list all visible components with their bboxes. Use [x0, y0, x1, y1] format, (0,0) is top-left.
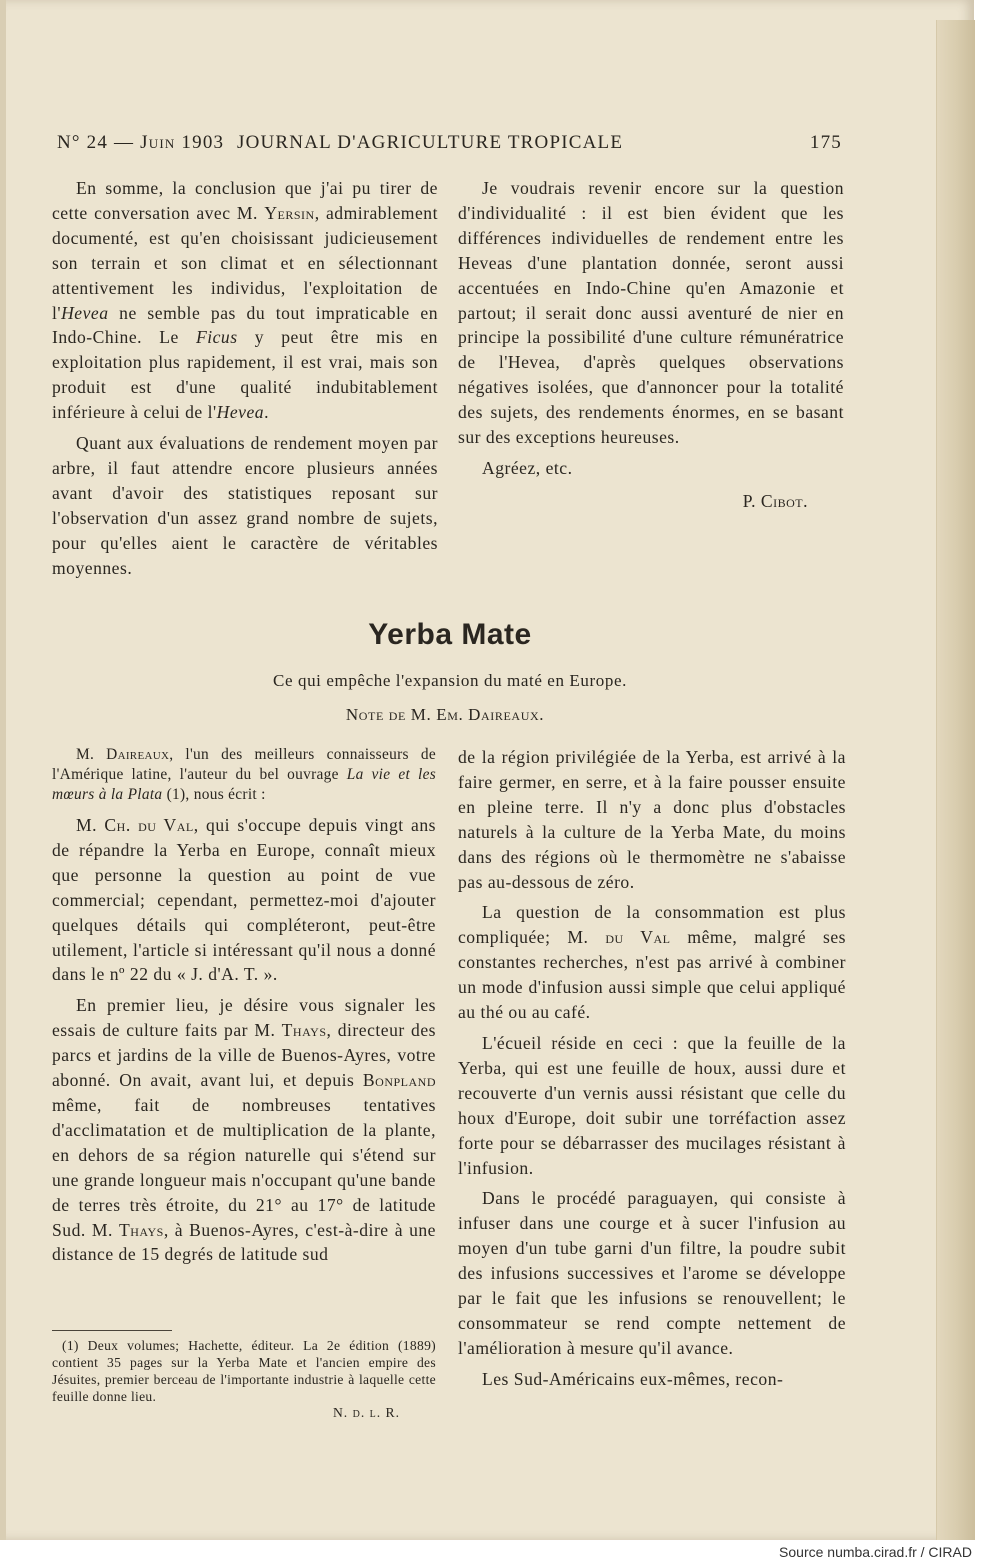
article-title: Yerba Mate [368, 618, 532, 651]
paragraph: de la région privilégiée de la Yerba, est arrivé à la faire germer, en serre, et à la faire pousser ensuite en pleine terre. Il n'y a donc plus d'obstacles naturels à la culture de la Yerba Mate, du moins dans des régions où le thermomètre ne s'abaisse pas au-dessous de zéro. [458, 747, 846, 892]
issue-info: N° 24 — Juin 1903 [57, 132, 225, 153]
article-a-right-column [458, 176, 844, 514]
paragraph: En premier lieu, je désire vous signaler les essais de culture faits par M. Thays, directeur des parcs et jardins de la ville de Buenos-Ayres, votre abonné. On avait, avant lui, et depuis Bonpland même, fait de nombreuses tentatives d'acclimatation et de multiplication de la plante, en dehors de sa région naturelle qui s'étend sur une grande longueur mais n'occupant qu'une bande de terres très étroite, du 21° au 17° de latitude Sud. M. Thays, à Buenos-Ayres, c'est-à-dire à une distance de 15 degrés de latitude sud [52, 995, 436, 1265]
author-name: Yersin [264, 202, 315, 223]
paragraph: M. Ch. du Val, qui s'occupe depuis vingt ans de répandre la Yerba en Europe, connaît mieux que personne la question au point de vue commercial; cependant, permettez-moi d'ajouter quelques détails qui compléteront, peut-être utilement, l'article si intéressant qu'il nous a donné dans le nº 22 du « J. d'A. T. ». [52, 815, 436, 985]
page-number: 175 [809, 132, 842, 153]
article-b-right-column [458, 745, 846, 1398]
page-left-border [0, 0, 6, 1540]
paragraph: Quant aux évaluations de rendement moyen par arbre, il faut attendre encore plusieurs années avant d'avoir des statistiques reposant sur l'observation d'un assez grand nombre de sujets, pour qu'elles aient le caractère de véritables moyennes. [52, 433, 438, 578]
paragraph: En somme, la conclusion que j'ai pu tirer de cette conversation avec M. Yersin, admirablement documenté, est qu'en choisissant judicieusement son terrain et son climat et en sélectionnant attentivement les individus, l'exploitation de l'Hevea ne semble pas du tout impraticable en Indo-Chine. Le Ficus y peut être mis en exploitation plus rapidement, il est vrai, mais son produit est d'une qualité indubitablement inférieure à celui de l'Hevea. [52, 178, 438, 423]
page-binding-edge [936, 20, 975, 1540]
running-header [57, 132, 842, 156]
footnote-signature: N. d. l. R. [332, 1405, 400, 1420]
journal-title: JOURNAL D'AGRICULTURE TROPICALE [237, 132, 624, 153]
signature: P. Cibot. [742, 490, 808, 511]
article-b-left-column [52, 745, 436, 1273]
article-a-left-column [52, 176, 438, 587]
footnote-divider [52, 1330, 172, 1331]
paragraph: Dans le procédé paraguayen, qui consiste à infuser dans une courge et à sucer l'infusion au moyen d'un tube garni d'un filtre, la poudre subit des infusions successives et l'arome se développe par le fait que les infusions se renouvellent; le consommateur se rend compte nettement de l'amélioration à mesure qu'il avance. [458, 1188, 846, 1358]
article-subtitle: Ce qui empêche l'expansion du maté en Europe. [273, 671, 627, 690]
paragraph: La question de la consommation est plus compliquée; M. du Val même, malgré ses constantes recherches, n'est pas arrivé à combiner un mode d'infusion aussi simple que celui appliqué au thé ou au café. [458, 902, 846, 1023]
intro-paragraph: M. Daireaux, l'un des meilleurs connaisseurs de l'Amérique latine, l'auteur du bel ouvrage La vie et les mœurs à la Plata (1), nous écrit : [52, 746, 437, 803]
paragraph: Les Sud-Américains eux-mêmes, recon- [482, 1368, 784, 1389]
footnote: (1) Deux volumes; Hachette, éditeur. La 2e édition (1889) contient 35 pages sur la Yerba Mate et l'ancien empire des Jésuites, premier berceau de l'importante industrie à laquelle cette feuille donne lieu. [52, 1338, 436, 1404]
closing: Agréez, etc. [482, 457, 573, 478]
article-byline: Note de M. Em. Daireaux. [345, 705, 545, 724]
source-credit: Source numba.cirad.fr / CIRAD [779, 1544, 972, 1560]
paragraph: Je voudrais revenir encore sur la question d'individualité : il est bien évident que les différences individuelles de rendement entre les Heveas d'une plantation donnée, seront aussi accentuées en Indo-Chine qu'en Amazonie et partout; il serait donc aussi aventuré de nier en principe la possibilité d'une culture rémunératrice de l'Hevea, d'après quelques observations négatives isolées, que d'annoncer pour la totalité des sujets, des rendements énormes, en se basant sur des exceptions heureuses. [458, 178, 844, 448]
paragraph: L'écueil réside en ceci : que la feuille de la Yerba, qui est une feuille de houx, aussi dure et recouverte d'un vernis aussi résistant que celle du houx d'Europe, doit subir une torréfaction assez forte pour se débarrasser des mucilages résistant à l'infusion. [458, 1032, 846, 1178]
